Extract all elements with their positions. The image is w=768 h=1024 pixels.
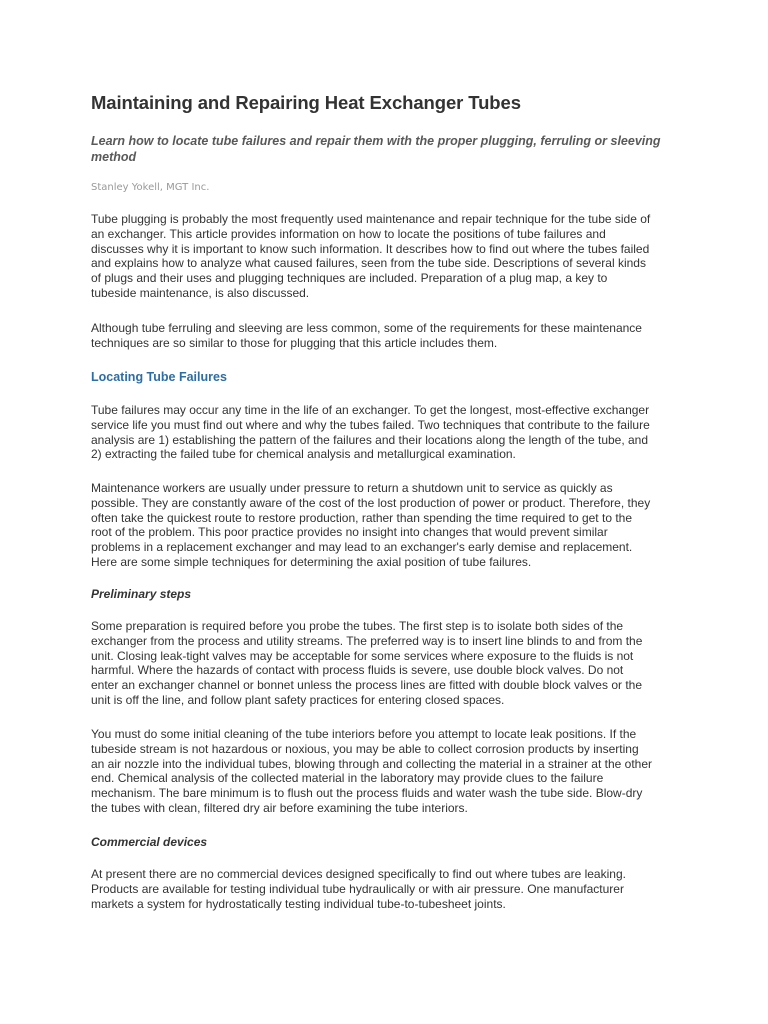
paragraph-line: exchanger from the process and utility streams. The preferred way is to insert line blinds to and from the [91, 633, 643, 648]
paragraph-line: possible. They are constantly aware of the cost of the lost production of power or product. Therefore, they [91, 495, 651, 510]
paragraph-commercial [91, 867, 683, 911]
paragraph-line: Although tube ferruling and sleeving are less common, some of the requirements for these maintenance [91, 321, 642, 335]
paragraph-line: tubeside maintenance, is also discussed. [91, 285, 310, 300]
paragraph-line: unit. Closing leak-tight valves may be acceptable for some services where exposure to the fluids is not [91, 648, 634, 663]
paragraph-line: often take the quickest route to restore production, rather than spending the time required to get to the [91, 510, 633, 525]
paragraph-line: tubeside stream is not hazardous or noxious, you may be able to collect corrosion products by inserting [91, 741, 639, 756]
article-subtitle: Learn how to locate tube failures and repair them with the proper plugging, ferruling or sleeving method [91, 134, 661, 164]
paragraph-line: techniques are so similar to those for plugging that this article includes them. [91, 335, 498, 350]
paragraph-line: problems in a replacement exchanger and may lead to an exchanger's early demise and replacement. [91, 540, 633, 555]
paragraph-cleaning [91, 727, 683, 816]
paragraph-line: At present there are no commercial devices designed specifically to find out where tubes are leaking. [91, 867, 626, 881]
paragraph-line: Maintenance workers are usually under pressure to return a shutdown unit to service as quickly as [91, 481, 613, 495]
paragraph-line: an air nozzle into the individual tubes, blowing through and collecting the material in a strainer at the other [91, 756, 653, 771]
paragraph-tube-failures [91, 403, 683, 462]
paragraph-line: Some preparation is required before you probe the tubes. The first step is to isolate both sides of the [91, 619, 624, 633]
paragraph-line: Tube plugging is probably the most frequently used maintenance and repair technique for the tube side of [91, 212, 651, 226]
paragraph-line: harmful. Where the hazards of contact with process fluids is severe, use double block valves. Do not [91, 663, 624, 678]
paragraph-line: the tubes with clean, filtered dry air before examining the tube interiors. [91, 800, 468, 815]
paragraph-line: You must do some initial cleaning of the tube interiors before you attempt to locate leak positions. If the [91, 727, 637, 741]
subheading-preliminary: Preliminary steps [91, 587, 192, 601]
section-heading-locating: Locating Tube Failures [91, 370, 227, 384]
paragraph-maintenance-workers [91, 481, 683, 570]
paragraph-line: enter an exchanger channel or bonnet unless the process lines are fitted with double block valves or the [91, 678, 643, 693]
paragraph-line: unit is off the line, and follow plant safety practices for entering closed spaces. [91, 692, 505, 707]
paragraph-line: discusses why it is important to know such information. It describes how to find out where the tubes failed [91, 241, 650, 256]
paragraph-line: mechanism. The bare minimum is to flush out the process fluids and water wash the tube side. Blow-dry [91, 786, 643, 801]
paragraph-line: 2) extracting the failed tube for chemical analysis and metallurgical examination. [91, 447, 516, 462]
paragraph-line: Here are some simple techniques for determining the axial position of tube failures. [91, 554, 532, 569]
paragraph-line: end. Chemical analysis of the collected material in the laboratory may provide clues to the failure [91, 771, 604, 786]
article-title: Maintaining and Repairing Heat Exchanger Tubes [91, 92, 521, 113]
paragraph-line: of plugs and their uses and plugging techniques are included. Preparation of a plug map, a key to [91, 271, 608, 286]
article-byline: Stanley Yokell, MGT Inc. [91, 182, 210, 193]
paragraph-line: Products are available for testing individual tube hydraulically or with air pressure. One manufacturer [91, 881, 624, 896]
paragraph-line: and explains how to analyze what caused failures, seen from the tube side. Descriptions of several kinds [91, 256, 646, 271]
paragraph-line: Tube failures may occur any time in the life of an exchanger. To get the longest, most-effective exchanger [91, 403, 650, 417]
paragraph-preparation [91, 619, 683, 708]
paragraph-line: an exchanger. This article provides information on how to locate the positions of tube failures and [91, 226, 606, 241]
paragraph-line: markets a system for hydrostatically testing individual tube-to-tubesheet joints. [91, 896, 506, 911]
paragraph-line: analysis are 1) establishing the pattern of the failures and their locations along the length of the tube, and [91, 432, 649, 447]
paragraph-ferruling [91, 321, 683, 351]
subheading-commercial: Commercial devices [91, 835, 208, 849]
paragraph-intro [91, 212, 683, 301]
paragraph-line: root of the problem. This poor practice provides no insight into changes that would prevent similar [91, 525, 608, 540]
paragraph-line: service life you must find out where and why the tubes failed. Two techniques that contribute to the failure [91, 417, 650, 432]
